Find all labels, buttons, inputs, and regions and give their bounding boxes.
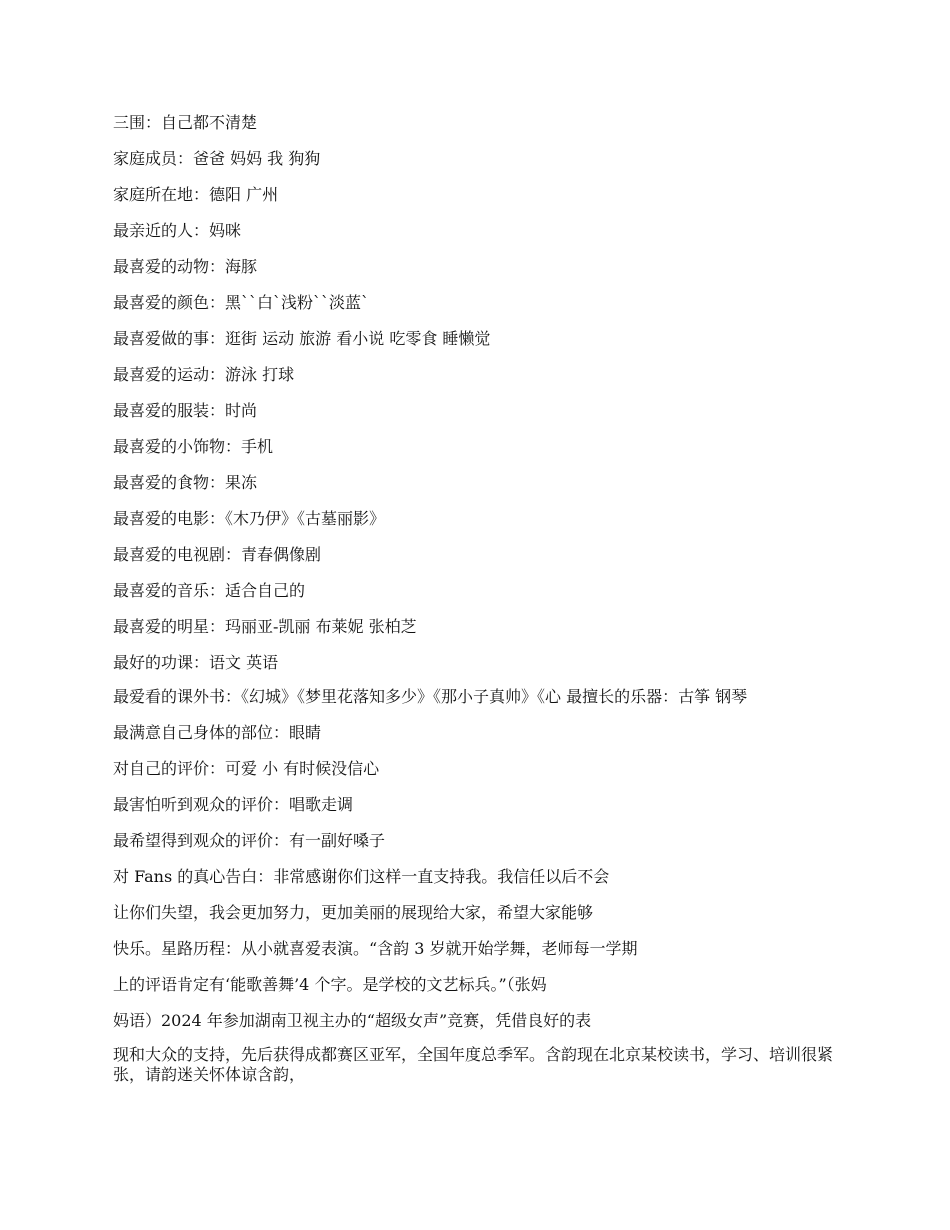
text-line: 最喜爱的运动：游泳 打球 — [113, 365, 295, 384]
text-line: 最喜爱的明星：玛丽亚-凯丽 布莱妮 张柏芝 — [113, 617, 417, 636]
text-line: 家庭所在地：德阳 广州 — [113, 185, 279, 204]
text-line: 对自己的评价：可爱 小 有时候没信心 — [113, 759, 380, 778]
text-line: 最害怕听到观众的评价：唱歌走调 — [113, 795, 354, 814]
text-line: 最喜爱的小饰物：手机 — [113, 437, 274, 456]
text-line: 最希望得到观众的评价：有一副好嗓子 — [113, 831, 386, 850]
text-line: 最喜爱的电视剧：青春偶像剧 — [113, 545, 322, 564]
text-line: 最爱看的课外书：《幻城》《梦里花落知多少》《那小子真帅》《心 最擅长的乐器：古筝 钢琴 — [113, 687, 748, 706]
text-line: 现和大众的支持，先后获得成都赛区亚军，全国年度总季军。含韵现在北京某校读书，学习、培训很紧张，请韵迷关怀体谅含韵， — [113, 1045, 834, 1084]
text-line: 对 Fans 的真心告白：非常感谢你们这样一直支持我。我信任以后不会 — [113, 867, 610, 886]
text-line: 快乐。星路历程：从小就喜爱表演。“含韵 3 岁就开始学舞，老师每一学期 — [113, 939, 638, 958]
text-line: 最喜爱的电影：《木乃伊》《古墓丽影》 — [113, 509, 386, 528]
text-line: 三围：自己都不清楚 — [113, 113, 258, 132]
text-line: 最喜爱的食物：果冻 — [113, 473, 258, 492]
text-line: 最好的功课：语文 英语 — [113, 653, 279, 672]
text-line: 最喜爱做的事：逛街 运动 旅游 看小说 吃零食 睡懒觉 — [113, 329, 491, 348]
text-line: 最喜爱的服装：时尚 — [113, 401, 258, 420]
text-line: 家庭成员：爸爸 妈妈 我 狗狗 — [113, 149, 321, 168]
text-line: 最喜爱的颜色：黑``白`浅粉``淡蓝` — [113, 293, 370, 312]
text-line: 最喜爱的动物：海豚 — [113, 257, 258, 276]
text-line: 让你们失望，我会更加努力，更加美丽的展现给大家，希望大家能够 — [113, 903, 594, 922]
text-line: 上的评语肯定有‘能歌善舞’4 个字。是学校的文艺标兵。”（张妈 — [113, 975, 547, 994]
text-line: 妈语）2024 年参加湖南卫视主办的“超级女声”竞赛，凭借良好的表 — [113, 1011, 592, 1030]
profile-text — [113, 111, 845, 1099]
text-line: 最亲近的人：妈咪 — [113, 221, 242, 240]
text-line: 最满意自己身体的部位：眼睛 — [113, 723, 322, 742]
text-line: 最喜爱的音乐：适合自己的 — [113, 581, 306, 600]
